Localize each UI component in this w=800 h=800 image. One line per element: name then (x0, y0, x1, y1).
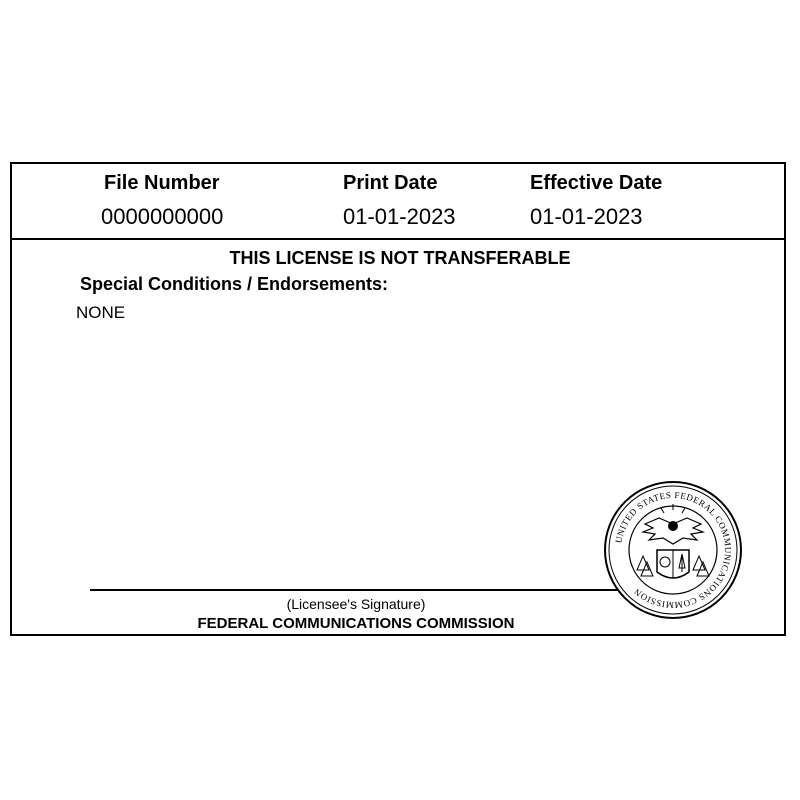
not-transferable-notice: THIS LICENSE IS NOT TRANSFERABLE (229, 248, 571, 268)
print-date-label: Print Date (343, 172, 438, 194)
license-card (10, 162, 786, 636)
issuing-agency: FEDERAL COMMUNICATIONS COMMISSION (197, 615, 515, 632)
special-conditions-value: NONE (76, 303, 126, 322)
signature-line (90, 589, 622, 591)
effective-date-value: 01-01-2023 (530, 204, 643, 229)
file-number-label: File Number (104, 172, 220, 194)
special-conditions-label: Special Conditions / Endorsements: (80, 274, 389, 294)
signature-label: (Licensee's Signature) (286, 596, 426, 612)
print-date-value: 01-01-2023 (343, 204, 456, 229)
effective-date-label: Effective Date (530, 172, 663, 194)
svg-text:UNITED STATES FEDERAL COMMUNIC: UNITED STATES FEDERAL COMMUNICATIONS COMMISSION (613, 489, 734, 611)
fcc-seal-icon (603, 480, 743, 620)
license-header (12, 164, 784, 240)
file-number-value: 0000000000 (101, 204, 224, 229)
